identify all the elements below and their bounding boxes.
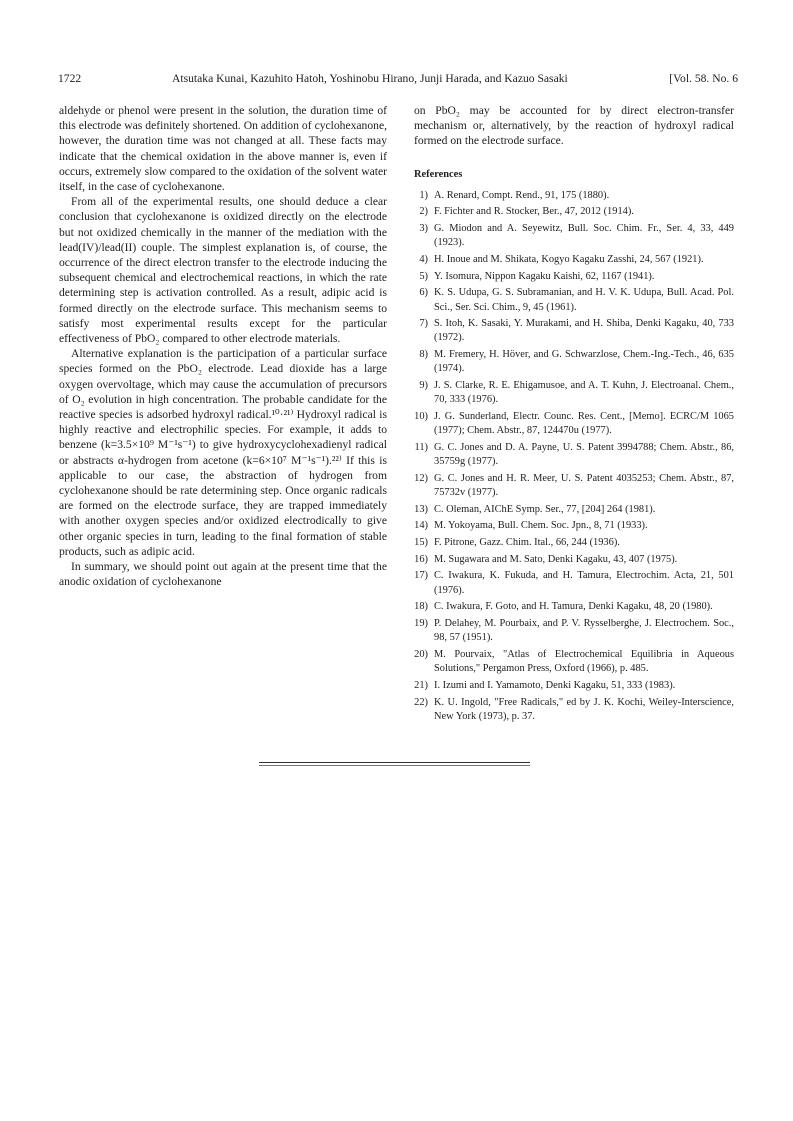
reference-number: 9) [419, 380, 428, 392]
reference-item [414, 317, 734, 345]
reference-item [414, 472, 734, 500]
reference-text: Y. Isomura, Nippon Kagaku Kaishi, 62, 1167 (1941). [434, 270, 655, 282]
reference-number: 14) [414, 520, 428, 532]
reference-text: J. S. Clarke, R. E. Ehigamusoe, and A. T. Kuhn, J. Electroanal. Chem., 70, 333 (1976). [434, 380, 734, 406]
reference-number: 7) [419, 318, 428, 330]
reference-text: C. Iwakura, F. Goto, and H. Tamura, Denki Kagaku, 48, 20 (1980). [434, 601, 713, 613]
reference-item [414, 379, 734, 407]
reference-text: K. U. Ingold, "Free Radicals," ed by J. K. Kochi, Weiley-Interscience, New York (1973), p. 37. [434, 696, 734, 722]
reference-number: 16) [414, 553, 428, 565]
reference-item [414, 205, 734, 219]
reference-text: M. Yokoyama, Bull. Chem. Soc. Jpn., 8, 71 (1933). [434, 520, 648, 532]
paragraph-3: Alternative explanation is the participation of a particular surface species formed on the PbO₂ electrode. Lead dioxide has a large oxygen overvoltage, which may cause the accumulation of precursors of O₂ evolution in high concentration. The probable candidate for the reactive species is adsorbed hydroxyl radical.¹⁰·²¹⁾ Hydroxyl radical is highly reactive and electrophilic species. For example, it adds to benzene (k=3.5×10⁹ M⁻¹s⁻¹) to give hydroxycyclohexadienyl radical or abstracts α-hydrogen from acetone (k=6×10⁷ M⁻¹s⁻¹).²²⁾ If this is applicable to our case, the abstraction of hydrogen from cyclohexanone should be rate determining step. Once organic radicals are formed on the electrode surface, they are trapped immediately with another oxygen species and/or oxidized electrodically to give other organic species in turn, leading to the final formation of stable products, such as adipic acid. [59, 347, 387, 558]
reference-text: G. C. Jones and D. A. Payne, U. S. Patent 3994788; Chem. Abstr., 86, 35759g (1977). [434, 441, 734, 468]
running-head-authors: Atsutaka Kunai, Kazuhito Hatoh, Yoshinobu Hirano, Junji Harada, and Kazuo Sasaki [172, 72, 568, 85]
paragraph-2: From all of the experimental results, one should deduce a clear conclusion that cyclohexanone is oxidized directly on the electrode but not oxidized chemically in the manner of the mediation with the lead(IV)/lead(II) couple. The simplest explanation is, of course, the occurrence of the direct electron transfer to the electrode inducing the subsequent chemical and electrochemical reactions, in which the rate determining step is activation controlled. As a result, adipic acid is formed directly on the electrode surface. This mechanism seems to satisfy most experimental results except for the particular effectiveness of PbO₂ compared to other electrode materials. [59, 195, 387, 346]
page-number: 1722 [58, 72, 82, 85]
reference-item [414, 696, 734, 724]
reference-number: 8) [419, 349, 428, 361]
reference-number: 19) [414, 618, 428, 630]
reference-text: C. Oleman, AIChE Symp. Ser., 77, [204] 264 (1981). [434, 503, 656, 515]
reference-text: S. Itoh, K. Sasaki, Y. Murakami, and H. Shiba, Denki Kagaku, 40, 733 (1972). [434, 318, 734, 344]
left-column [59, 103, 387, 590]
reference-item [414, 503, 734, 517]
reference-item [414, 270, 734, 284]
reference-item [414, 286, 734, 314]
reference-number: 17) [414, 570, 428, 582]
reference-number: 20) [414, 649, 428, 660]
reference-text: P. Delahey, M. Pourbaix, and P. V. Rysselberghe, J. Electrochem. Soc., 98, 57 (1951). [434, 618, 734, 644]
running-header [58, 71, 738, 87]
reference-item [414, 189, 734, 203]
reference-item [414, 519, 734, 533]
reference-number: 6) [419, 287, 428, 299]
reference-number: 15) [414, 537, 428, 549]
reference-item [414, 617, 734, 645]
reference-text: A. Renard, Compt. Rend., 91, 175 (1880). [434, 189, 610, 201]
reference-item [414, 600, 734, 614]
end-rule [259, 762, 530, 763]
reference-item [414, 679, 734, 693]
reference-item [414, 569, 734, 597]
reference-number: 21) [414, 679, 428, 691]
reference-item [414, 348, 734, 376]
reference-item [414, 222, 734, 250]
right-column [414, 103, 734, 727]
reference-text: F. Pitrone, Gazz. Chim. Ital., 66, 244 (1936). [434, 537, 620, 549]
references-heading: References [414, 168, 463, 180]
reference-number: 12) [414, 472, 428, 484]
reference-item [414, 253, 734, 267]
reference-number: 2) [419, 206, 428, 218]
reference-text: G. C. Jones and H. R. Meer, U. S. Patent 4035253; Chem. Abstr., 87, 75732v (1977). [434, 472, 734, 498]
reference-text: M. Fremery, H. Höver, and G. Schwarzlose, Chem.-Ing.-Tech., 46, 635 (1974). [434, 349, 734, 375]
paragraph-1: aldehyde or phenol were present in the solution, the duration time of this electrode was definitely shortened. On addition of cyclohexanone, however, the duration time was not changed at all. These facts may indicate that the chemical oxidation in the above manner is, even if occurs, extremely slow compared to the oxidation of the solvent water itself, in the case of cyclohexanone. [59, 104, 387, 194]
reference-number: 5) [419, 270, 428, 282]
reference-item [414, 648, 734, 676]
reference-text: F. Fichter and R. Stocker, Ber., 47, 2012 (1914). [434, 206, 634, 218]
paragraph-4: In summary, we should point out again at the present time that the anodic oxidation of cyclohexanone [59, 560, 387, 589]
reference-text: C. Iwakura, K. Fukuda, and H. Tamura, Electrochim. Acta, 21, 501 (1976). [434, 570, 734, 596]
reference-number: 1) [419, 189, 428, 201]
volume-info: [Vol. 58. No. 6 [669, 72, 738, 85]
reference-number: 3) [419, 223, 428, 235]
references-list [414, 189, 734, 724]
reference-number: 13) [414, 503, 428, 515]
reference-text: G. Miodon and A. Seyewitz, Bull. Soc. Chim. Fr., Ser. 4, 33, 449 (1923). [434, 223, 734, 249]
reference-text: K. S. Udupa, G. S. Subramanian, and H. V. K. Udupa, Bull. Acad. Pol. Sci., Ser. Sci. Chim., 9, 45 (1961). [434, 287, 734, 313]
reference-number: 22) [414, 696, 428, 708]
paragraph-continued: on PbO₂ may be accounted for by direct electron-transfer mechanism or, alternatively, by the reaction of hydroxyl radical formed on the electrode surface. [414, 104, 734, 148]
reference-text: M. Pourvaix, "Atlas of Electrochemical Equilibria in Aqueous Solutions," Pergamon Press, Oxford (1966), p. 485. [434, 649, 734, 675]
reference-number: 18) [414, 601, 428, 613]
reference-item [414, 553, 734, 567]
reference-text: M. Sugawara and M. Sato, Denki Kagaku, 43, 407 (1975). [434, 553, 678, 565]
reference-number: 4) [419, 253, 428, 265]
reference-number: 10) [414, 410, 428, 422]
reference-text: H. Inoue and M. Shikata, Kogyo Kagaku Zasshi, 24, 567 (1921). [434, 253, 704, 265]
reference-number: 11) [414, 441, 428, 453]
reference-text: I. Izumi and I. Yamamoto, Denki Kagaku, 51, 333 (1983). [434, 679, 676, 691]
reference-item [414, 410, 734, 438]
reference-item [414, 441, 734, 469]
reference-item [414, 536, 734, 550]
reference-text: J. G. Sunderland, Electr. Counc. Res. Cent., [Memo]. ECRC/M 1065 (1977); Chem. Abstr., 87, 124470u (1977). [434, 410, 734, 437]
